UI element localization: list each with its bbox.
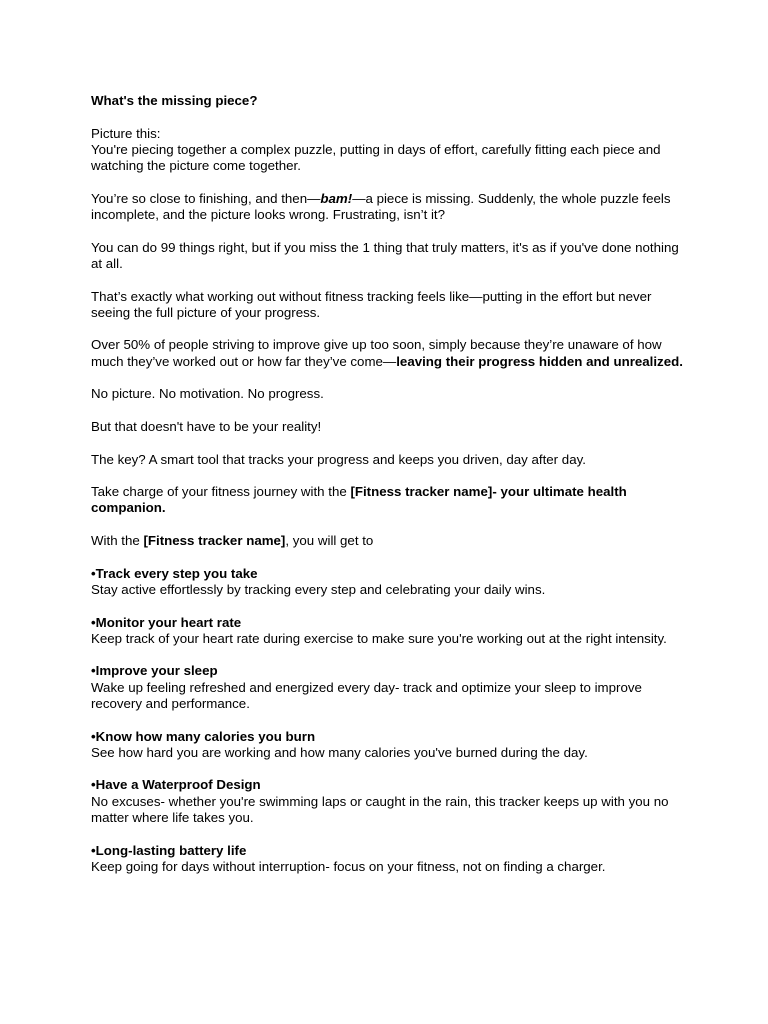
- paragraph-bam: [91, 191, 691, 224]
- feature-description: Stay active effortlessly by tracking every step and celebrating your daily wins.: [91, 581, 546, 597]
- paragraph-bam-before: You’re so close to finishing, and then—: [91, 190, 321, 206]
- product-name-placeholder: [Fitness tracker name]: [143, 533, 286, 549]
- feature-description: See how hard you are working and how many calories you've burned during the day.: [91, 744, 588, 760]
- intro-text: You're piecing together a complex puzzle, putting in days of effort, carefully fitting each piece and watching the picture come together.: [91, 141, 661, 174]
- feature-description: Wake up feeling refreshed and energized every day- track and optimize your sleep to improve recovery and performance.: [91, 679, 642, 711]
- feature-item: [91, 777, 691, 826]
- feature-item: [91, 663, 691, 712]
- paragraph-with-the-text: With the: [91, 533, 144, 549]
- feature-title: •Have a Waterproof Design: [91, 777, 261, 793]
- paragraph-statistic: [91, 337, 691, 370]
- document-page: [91, 93, 691, 875]
- paragraph-key: The key? A smart tool that tracks your progress and keeps you driven, day after day.: [91, 451, 586, 467]
- intro-label: Picture this:: [91, 125, 161, 141]
- feature-title: •Track every step you take: [91, 565, 258, 581]
- feature-title: •Long-lasting battery life: [91, 842, 247, 858]
- feature-description: Keep going for days without interruption- focus on your fitness, not on finding a charger.: [91, 858, 606, 874]
- feature-item: [91, 566, 691, 599]
- paragraph-with-the-end: , you will get to: [285, 533, 374, 549]
- feature-description: No excuses- whether you're swimming laps or caught in the rain, this tracker keeps up with you no matter where life takes you.: [91, 793, 669, 826]
- feature-item: [91, 615, 691, 648]
- bam-emphasis: bam!: [320, 190, 353, 206]
- document-heading: What's the missing piece?: [91, 93, 258, 108]
- paragraph-with-the: [91, 533, 691, 549]
- paragraph-take-charge: [91, 484, 691, 517]
- paragraph-no-picture: No picture. No motivation. No progress.: [91, 386, 324, 402]
- intro-paragraph: [91, 126, 691, 175]
- paragraph-working-out: That’s exactly what working out without fitness tracking feels like—putting in the effort but never seeing the full picture of your progress.: [91, 288, 652, 320]
- feature-item: [91, 729, 691, 762]
- paragraph-reality: But that doesn't have to be your reality!: [91, 418, 322, 434]
- feature-title: •Improve your sleep: [91, 663, 218, 679]
- feature-title: •Monitor your heart rate: [91, 614, 242, 630]
- paragraph-bam-after: —a piece is missing. Suddenly, the whole puzzle feels incomplete, and the picture looks wrong. Frustrating, isn’t it?: [91, 190, 671, 223]
- feature-description: Keep track of your heart rate during exercise to make sure you're working out at the right intensity.: [91, 630, 667, 646]
- paragraph-statistic-text: Over 50% of people striving to improve give up too soon, simply because they’re unaware of how much they’ve worked out or how far they’ve come—: [91, 337, 662, 369]
- paragraph-take-charge-bold: [Fitness tracker name]- your ultimate health companion.: [91, 484, 627, 516]
- paragraph-99-things: You can do 99 things right, but if you miss the 1 thing that truly matters, it's as if you've done nothing at all.: [91, 239, 679, 271]
- paragraph-take-charge-text: Take charge of your fitness journey with the: [91, 484, 351, 500]
- feature-item: [91, 843, 691, 876]
- feature-title: •Know how many calories you burn: [91, 728, 316, 744]
- paragraph-statistic-bold: leaving their progress hidden and unrealized.: [396, 353, 683, 369]
